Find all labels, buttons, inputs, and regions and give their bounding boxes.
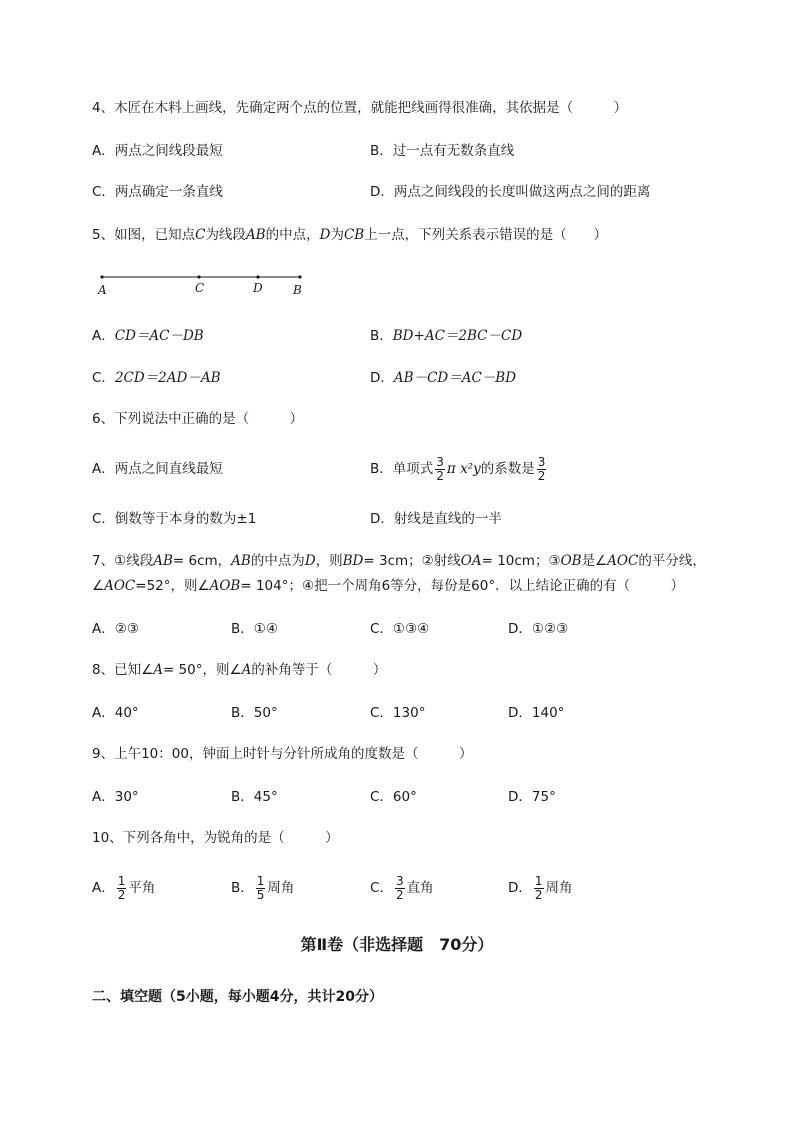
- q9-option-d: D．75°: [508, 789, 556, 805]
- fraction: $\frac{3}{2}$: [537, 454, 546, 483]
- q8-option-d: D．140°: [508, 705, 565, 721]
- q10-stem: 10、下列各角中，为锐角的是（ ）: [92, 830, 339, 846]
- q7-stem-line1: 7、①线段AB= 6cm，AB的中点为D，则BD= 3cm；②射线OA= 10cm；③OB是∠AOC的平分线，: [92, 553, 706, 569]
- q5-option-a: A．CD＝AC－DB: [92, 328, 204, 344]
- fraction: $\frac{1}{2}$: [534, 873, 543, 902]
- q8-option-c: C．130°: [370, 705, 426, 721]
- q8-stem: 8、已知∠A= 50°，则∠A的补角等于（ ）: [92, 662, 387, 678]
- q4-option-c: C．两点确定一条直线: [92, 184, 223, 200]
- q4-option-a: A．两点之间线段最短: [92, 143, 223, 159]
- q7-stem-line2: ∠AOC=52°，则∠AOB= 104°；④把一个周角6等分，每份是60°．以上结论正确的有（ ）: [92, 578, 685, 594]
- q7-option-c: C．①③④: [370, 621, 430, 637]
- point-c: [197, 275, 200, 278]
- q6-option-c: C．倒数等于本身的数为±1: [92, 511, 257, 527]
- q5-segment-figure: [92, 266, 312, 300]
- section-title: 第Ⅱ卷（非选择题 70分）: [300, 935, 494, 954]
- q5-stem: 5、如图，已知点C为线段AB的中点，D为CB上一点，下列关系表示错误的是（ ）: [92, 227, 608, 243]
- q9-option-c: C．60°: [370, 789, 417, 805]
- label-c: C: [195, 281, 205, 295]
- q10-option-d: D． $\frac{1}{2}$ 周角: [508, 873, 573, 902]
- fraction: $\frac{1}{5}$: [256, 873, 265, 902]
- q10-option-b: B． $\frac{1}{5}$ 周角: [231, 873, 295, 902]
- q6-option-d: D．射线是直线的一半: [370, 511, 502, 527]
- label-a: A: [98, 283, 107, 297]
- label-d: D: [253, 281, 263, 295]
- q10-option-c: C． $\frac{3}{2}$ 直角: [370, 873, 434, 902]
- point-d: [256, 275, 259, 278]
- label-b: B: [293, 283, 302, 297]
- q10-option-a: A． $\frac{1}{2}$ 平角: [92, 873, 156, 902]
- q8-option-a: A．40°: [92, 705, 139, 721]
- q6-option-a: A．两点之间直线最短: [92, 461, 223, 477]
- fraction: $\frac{3}{2}$: [436, 454, 444, 483]
- q5-option-d: D．AB－CD＝AC－BD: [370, 370, 517, 386]
- fraction: $\frac{3}{2}$: [395, 873, 404, 902]
- point-b: [298, 275, 301, 278]
- q5-option-c: C．2CD＝2AD－AB: [92, 370, 221, 386]
- q5-option-b: B．BD+AC＝2BC－CD: [370, 328, 523, 344]
- q4-option-b: B．过一点有无数条直线: [370, 143, 515, 159]
- q4-stem: 4、木匠在木料上画线，先确定两个点的位置，就能把线画得很准确，其依据是（ ）: [92, 100, 628, 116]
- q6-option-b: B．单项式 $\frac{3}{2}$ π x²y的系数是 $\frac{3}{2}$: [370, 454, 546, 483]
- q9-option-b: B．45°: [231, 789, 278, 805]
- q7-option-a: A．②③: [92, 621, 139, 637]
- q8-option-b: B．50°: [231, 705, 278, 721]
- q7-option-b: B．①④: [231, 621, 278, 637]
- q4-option-d: D．两点之间线段的长度叫做这两点之间的距离: [370, 184, 651, 200]
- part-title: 二、填空题（5小题，每小题4分，共计20分）: [92, 989, 383, 1005]
- point-a: [100, 275, 103, 278]
- q9-option-a: A．30°: [92, 789, 139, 805]
- q7-option-d: D．①②③: [508, 621, 569, 637]
- q9-stem: 9、上午10：00，钟面上时针与分针所成角的度数是（ ）: [92, 746, 473, 762]
- q6-stem: 6、下列说法中正确的是（ ）: [92, 411, 304, 427]
- fraction: $\frac{1}{2}$: [117, 873, 126, 902]
